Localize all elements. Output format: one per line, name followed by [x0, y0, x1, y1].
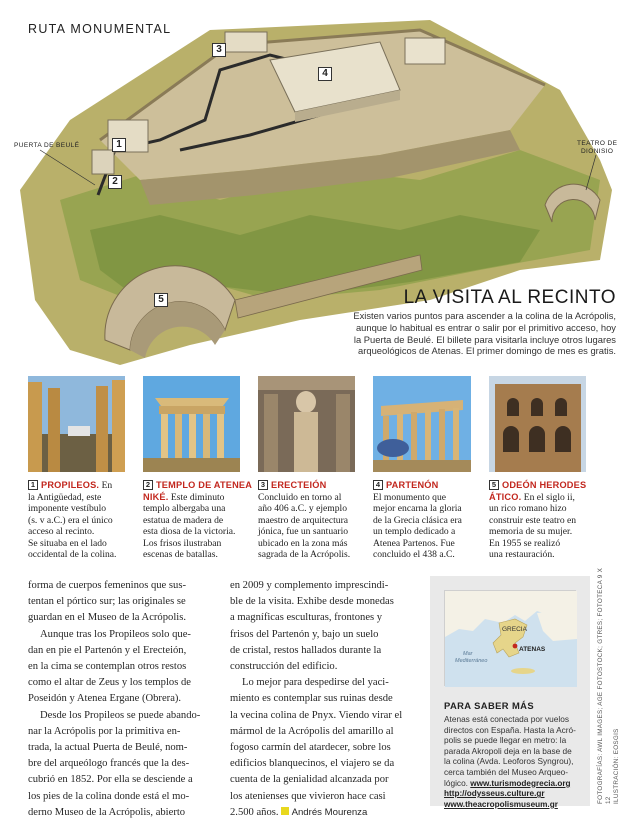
end-mark: [281, 807, 289, 815]
map-label-mar: Mar: [463, 651, 473, 657]
caption-line: una restauración.: [489, 549, 555, 560]
caption-number: 1: [28, 480, 38, 490]
caption-line: Atenea Partenos. Fue: [373, 537, 455, 549]
article-line: en 2009 y complemento imprescindi-: [230, 580, 389, 591]
caption-line: estatua de madera de: [143, 514, 224, 526]
caption-line: la Antigüedad, este: [28, 491, 102, 503]
article-line: cuenta de la genialidad alcanzada por: [230, 774, 389, 786]
callout-right-line2: DIONISIO: [580, 148, 614, 156]
visit-line: Existen varios puntos para ascender a la colina de la Acrópolis,: [353, 310, 616, 321]
caption-line: escenas de batallas.: [143, 549, 218, 560]
link-odysseus[interactable]: http://odysseus.culture.gr: [444, 789, 545, 799]
credits-line-2: ILUSTRACIÓN: EOSGIS: [613, 728, 620, 804]
article-line: dan en pie el Partenón y el Erecteión,: [28, 644, 187, 656]
caption-line: un templo dedicado a: [373, 526, 456, 537]
caption-line: jónica, fue un santuario: [258, 526, 349, 537]
info-line: Atenas está conectada por vuelos: [444, 714, 569, 724]
article-line: Lo mejor para despedirse del yaci-: [242, 677, 389, 689]
caption-line: Concluido en torno al: [258, 491, 342, 503]
photo-odeon-herodes-atico: [489, 376, 586, 472]
caption-first-text: En: [99, 480, 113, 491]
article-line: bre del arqueólogo francés que la des-: [28, 758, 190, 770]
caption-line: occidental de la colina.: [28, 549, 117, 560]
article-line: guardan en el Museo de la Acrópolis.: [28, 612, 186, 624]
caption-line: esta diosa de la victoria.: [143, 526, 236, 537]
caption-line: (s. v a.C.) era el único: [28, 514, 113, 526]
caption-partenon: [373, 480, 485, 561]
visit-text: [316, 310, 616, 357]
caption-propileos: [28, 480, 138, 561]
article-line: trada, la actual Puerta de Beulé, nom-: [28, 742, 188, 754]
article-line: Aunque tras los Propileos solo que-: [40, 628, 191, 640]
erechtheion-drawing: [225, 32, 267, 52]
article-line: mármol de la Acrópolis del amarillo al: [230, 725, 394, 737]
info-line: lógico.: [444, 777, 468, 788]
info-line: polis se puede llegar en metro: la: [444, 735, 567, 746]
article-line: tentan el pórtico sur; las originales se: [28, 596, 186, 608]
photo-credits: [597, 564, 621, 804]
caption-line: En 1955 se realizó: [489, 537, 561, 549]
map-number-2: 2: [108, 175, 122, 189]
article-line: Desde los Propileos se puede abando-: [40, 709, 201, 721]
caption-number: 5: [489, 480, 499, 490]
caption-odeon-herodes-atico: [489, 480, 603, 561]
crete-land: [511, 668, 535, 674]
acropolis-illustration: [0, 0, 640, 372]
caption-title-cont: ÁTICO.: [489, 491, 522, 502]
map-label-atenas: ATENAS: [519, 646, 546, 653]
caption-line: acceso al recinto.: [28, 526, 95, 537]
caption-title-cont: NIKÉ.: [143, 491, 169, 502]
info-line: directos con España. Hasta la Acró-: [444, 724, 576, 735]
caption-line: templo albergaba una: [143, 503, 226, 514]
caption-number: 4: [373, 480, 383, 490]
article-line: la vecina colina de Pnyx. Viendo virar el: [230, 709, 403, 721]
caption-line: ubicado en la zona más: [258, 537, 348, 549]
article-line: edificios blanquecinos, el viajero se da: [230, 758, 395, 770]
caption-templo-atenea-nike: [143, 480, 255, 561]
caption-line: concluido el 438 a.C.: [373, 549, 455, 560]
article-line: derno Museo de la Acrópolis, abierto: [28, 806, 186, 818]
callout-right-line1: TEATRO DE: [577, 140, 618, 147]
photo-propileos: [28, 376, 125, 472]
article-line: de cristal, restos hallados durante la: [230, 644, 382, 656]
greece-locator-map: [444, 590, 576, 686]
caption-title: PROPILEOS.: [41, 480, 100, 490]
map-label-mediterraneo: Mediterráneo: [455, 658, 488, 664]
visit-title: LA VISITA AL RECINTO: [403, 287, 616, 308]
photo-erecteion: [258, 376, 355, 472]
caption-line: maestro de arquitectura: [258, 514, 349, 526]
article-line: frisos del Partenón y, bajo un suelo: [230, 628, 379, 640]
athens-marker: [513, 644, 518, 649]
article-line: construcción del edificio.: [230, 661, 338, 673]
article-line: 2.500 años.: [230, 806, 279, 818]
article-line: miento es contemplar sus ruinas desde: [230, 693, 393, 705]
info-line: la colina (Avda. Leoforos Syngrou),: [444, 756, 574, 767]
caption-line: un rico romano hizo: [489, 503, 567, 514]
section-label: RUTA MONUMENTAL: [28, 22, 172, 36]
link-acropolismuseum[interactable]: www.theacropolismuseum.gr: [444, 799, 558, 809]
photo-partenon: [373, 376, 471, 472]
caption-number: 2: [143, 480, 153, 490]
info-box-text: [444, 714, 584, 810]
info-line: cerca también del Museo Arqueo-: [444, 766, 569, 777]
info-box: [430, 576, 590, 809]
map-number-3: 3: [212, 43, 226, 57]
caption-line: de la Grecia clásica era: [373, 514, 462, 526]
article-line: fogoso carmín del atardecer, sobre los: [230, 742, 391, 754]
caption-line: El monumento que: [373, 491, 447, 503]
article-line: nar la Acrópolis por la primitiva en-: [28, 725, 181, 737]
caption-line: Se situaba en el lado: [28, 537, 107, 549]
map-label-grecia: GRECIA: [502, 626, 527, 633]
map-number-1: 1: [112, 138, 126, 152]
caption-number: 3: [258, 480, 268, 490]
map-number-5: 5: [154, 293, 168, 307]
article-column-1: [28, 578, 222, 821]
link-turismodegrecia[interactable]: www.turismodegrecia.org: [470, 778, 571, 788]
article-line: Poseidón y Atenea Ergane (Obrera).: [28, 693, 182, 705]
callout-puerta-beule: PUERTA DE BEULÉ: [14, 142, 80, 149]
map-number-4: 4: [318, 67, 332, 81]
visit-line: arqueológicos de Atenas. El primer domingo de mes es gratis.: [358, 345, 616, 357]
photo-templo-atenea-nike: [143, 376, 240, 472]
caption-title: ODEÓN HERODES: [502, 480, 587, 490]
article-line: ble de la visita. Exhibe desde monedas: [230, 596, 394, 608]
museum-drawing: [405, 38, 445, 64]
caption-line: imponente vestíbulo: [28, 503, 107, 514]
author-name: Andrés Mourenza: [291, 806, 368, 818]
article-line: cubrió en 1852. Por ella se desciende a: [28, 774, 193, 786]
article-line: los atenienses que vivieron hace casi: [230, 790, 386, 802]
visit-line: aunque lo habitual es entrar o salir por el primitivo acceso, hoy: [355, 321, 616, 333]
info-box-title: PARA SABER MÁS: [444, 700, 534, 711]
caption-first-text: Este diminuto: [168, 491, 225, 503]
article-line: como el altar de Zeus y los templos de: [28, 677, 191, 689]
article-line: los pies de la colina donde está el mo-: [28, 790, 190, 802]
article-last-line: [230, 805, 420, 821]
article-column-2: [230, 578, 420, 821]
article-line: en la cima se contemplan otros restos: [28, 661, 187, 673]
caption-title: ERECTEIÓN: [271, 480, 327, 490]
caption-line: año 406 a.C. y ejemplo: [258, 503, 347, 514]
caption-erecteion: [258, 480, 370, 561]
caption-line: construir este teatro en: [489, 514, 577, 526]
caption-line: Los frisos ilustraban: [143, 537, 222, 549]
credits-line-1: FOTOGRAFÍAS: AWL IMAGES; AGE FOTOSTOCK; GTRES; FOTOTECA 9 X 12: [597, 567, 612, 804]
caption-line: sagrada de la Acrópolis.: [258, 549, 351, 560]
visit-line: la Puerta de Beulé. El billete para visitarla incluye otros lugares: [353, 333, 616, 345]
caption-title: PARTENÓN: [386, 480, 439, 490]
callout-teatro-dionisio: [577, 140, 617, 156]
article-line: forma de cuerpos femeninos que sus-: [28, 580, 186, 591]
article-line: a magníficas esculturas, frontones y: [230, 612, 383, 624]
caption-first-text: En el siglo ii,: [521, 491, 575, 503]
caption-line: mejor encarna la gloria: [373, 503, 462, 514]
caption-line: memoria de su mujer.: [489, 526, 573, 537]
caption-title: TEMPLO DE ATENEA: [156, 480, 253, 490]
info-line: parada Akropoli deja en la base de: [444, 745, 572, 756]
